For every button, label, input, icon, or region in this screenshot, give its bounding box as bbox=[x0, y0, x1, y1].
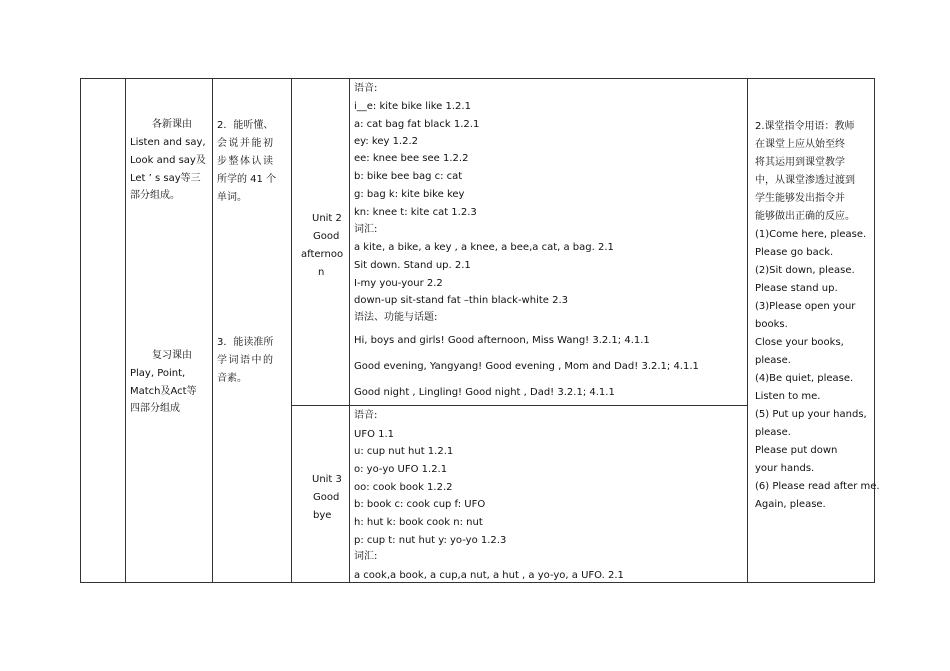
unit-divider bbox=[291, 405, 747, 406]
col-border-2 bbox=[212, 78, 213, 583]
content-line: Hi, boys and girls! Good afternoon, Miss Wang! 3.2.1; 4.1.1 bbox=[354, 335, 650, 346]
unit-2-title-line: Unit 2 bbox=[312, 213, 342, 224]
col-border-6 bbox=[874, 78, 875, 583]
content-line: g: bag k: kite bike key bbox=[354, 189, 465, 200]
content-line: oo: cook book 1.2.2 bbox=[354, 482, 453, 493]
review-lessons-line: 复习课由 bbox=[152, 350, 192, 361]
content-line: a cook,a book, a cup,a nut, a hut , a yo-yo, a UFO. 2.1 bbox=[354, 570, 624, 581]
instruction-line: (2)Sit down, please. bbox=[755, 265, 855, 276]
content-line: ee: knee bee see 1.2.2 bbox=[354, 153, 469, 164]
instruction-line: (4)Be quiet, please. bbox=[755, 373, 854, 384]
col-border-0 bbox=[80, 78, 81, 583]
col-border-3 bbox=[291, 78, 292, 583]
content-line: p: cup t: nut hut y: yo-yo 1.2.3 bbox=[354, 535, 507, 546]
content-line: o: yo-yo UFO 1.2.1 bbox=[354, 464, 448, 475]
unit-3-title-line: Good bbox=[313, 492, 340, 503]
content-line: Good night , Lingling! Good night , Dad! 3.2.1; 4.1.1 bbox=[354, 387, 615, 398]
new-lessons-line: Listen and say, bbox=[130, 137, 206, 148]
unit-3-title-line: bye bbox=[313, 510, 332, 521]
goal-3-line: 3．能读准所 bbox=[217, 337, 274, 348]
content-line: a: cat bag fat black 1.2.1 bbox=[354, 119, 480, 130]
new-lessons-line: 部分组成。 bbox=[130, 190, 180, 201]
goal-3-line: 学词语中的 bbox=[217, 355, 275, 366]
goal-2-line: 所学的 41 个 bbox=[217, 174, 277, 185]
section-heading-grammar: 语法、功能与话题: bbox=[354, 312, 438, 323]
col-border-4 bbox=[349, 78, 350, 583]
content-line: down-up sit-stand fat –thin black-white 2.3 bbox=[354, 295, 568, 306]
instruction-line: 能够做出正确的反应。 bbox=[755, 211, 855, 222]
table-top-border bbox=[80, 78, 875, 79]
review-lessons-line: Match及Act等 bbox=[130, 386, 197, 397]
section-heading-vocabulary: 词汇: bbox=[354, 551, 378, 562]
unit-2-title-line: n bbox=[318, 267, 325, 278]
review-lessons-line: 四部分组成 bbox=[130, 403, 180, 414]
content-line: kn: knee t: kite cat 1.2.3 bbox=[354, 207, 477, 218]
goal-2-line: 单词。 bbox=[217, 192, 247, 203]
instruction-line: 将其运用到课堂教学 bbox=[755, 157, 845, 168]
instruction-line: please. bbox=[755, 355, 791, 366]
new-lessons-line: Let ’ s say等三 bbox=[130, 173, 201, 184]
content-line: a kite, a bike, a key , a knee, a bee,a cat, a bag. 2.1 bbox=[354, 242, 614, 253]
content-line: Good evening, Yangyang! Good evening , Mom and Dad! 3.2.1; 4.1.1 bbox=[354, 361, 699, 372]
instruction-line: Close your books, bbox=[755, 337, 844, 348]
goal-2-line: 会说并能初 bbox=[217, 138, 275, 149]
instruction-line: 学生能够发出指令并 bbox=[755, 193, 845, 204]
section-heading-phonics: 语音: bbox=[354, 410, 378, 421]
instruction-line: books. bbox=[755, 319, 788, 330]
content-line: h: hut k: book cook n: nut bbox=[354, 517, 483, 528]
content-line: i__e: kite bike like 1.2.1 bbox=[354, 101, 471, 112]
unit-3-title-line: Unit 3 bbox=[312, 474, 342, 485]
instruction-line: 2.课堂指令用语：教师 bbox=[755, 121, 855, 132]
instruction-line: (6) Please read after me. bbox=[755, 481, 880, 492]
new-lessons-line: Look and say及 bbox=[130, 155, 206, 166]
goal-2-line: 步整体认读 bbox=[217, 156, 275, 167]
unit-2-title-line: afternoo bbox=[301, 249, 344, 260]
section-heading-vocabulary: 词汇: bbox=[354, 224, 378, 235]
section-heading-phonics: 语音: bbox=[354, 83, 378, 94]
col-border-1 bbox=[125, 78, 126, 583]
instruction-line: (5) Put up your hands, bbox=[755, 409, 867, 420]
content-line: u: cup nut hut 1.2.1 bbox=[354, 446, 454, 457]
instruction-line: please. bbox=[755, 427, 791, 438]
instruction-line: 在课堂上应从始至终 bbox=[755, 139, 845, 150]
content-line: b: bike bee bag c: cat bbox=[354, 171, 463, 182]
instruction-line: Please go back. bbox=[755, 247, 834, 258]
instruction-line: (1)Come here, please. bbox=[755, 229, 867, 240]
instruction-line: Again, please. bbox=[755, 499, 826, 510]
col-border-5 bbox=[747, 78, 748, 583]
instruction-line: Please put down bbox=[755, 445, 838, 456]
instruction-line: (3)Please open your bbox=[755, 301, 856, 312]
instruction-line: your hands. bbox=[755, 463, 815, 474]
instruction-line: Listen to me. bbox=[755, 391, 821, 402]
unit-2-title-line: Good bbox=[313, 231, 340, 242]
content-line: I-my you-your 2.2 bbox=[354, 278, 443, 289]
goal-2-line: 2．能听懂、 bbox=[217, 120, 274, 131]
instruction-line: Please stand up. bbox=[755, 283, 838, 294]
content-line: b: book c: cook cup f: UFO bbox=[354, 499, 486, 510]
goal-3-line: 音素。 bbox=[217, 373, 247, 384]
content-line: Sit down. Stand up. 2.1 bbox=[354, 260, 471, 271]
review-lessons-line: Play, Point, bbox=[130, 368, 186, 379]
content-line: ey: key 1.2.2 bbox=[354, 136, 419, 147]
new-lessons-line: 各新课由 bbox=[152, 119, 192, 130]
instruction-line: 中，从课堂渗透过渡到 bbox=[755, 175, 855, 186]
content-line: UFO 1.1 bbox=[354, 429, 395, 440]
